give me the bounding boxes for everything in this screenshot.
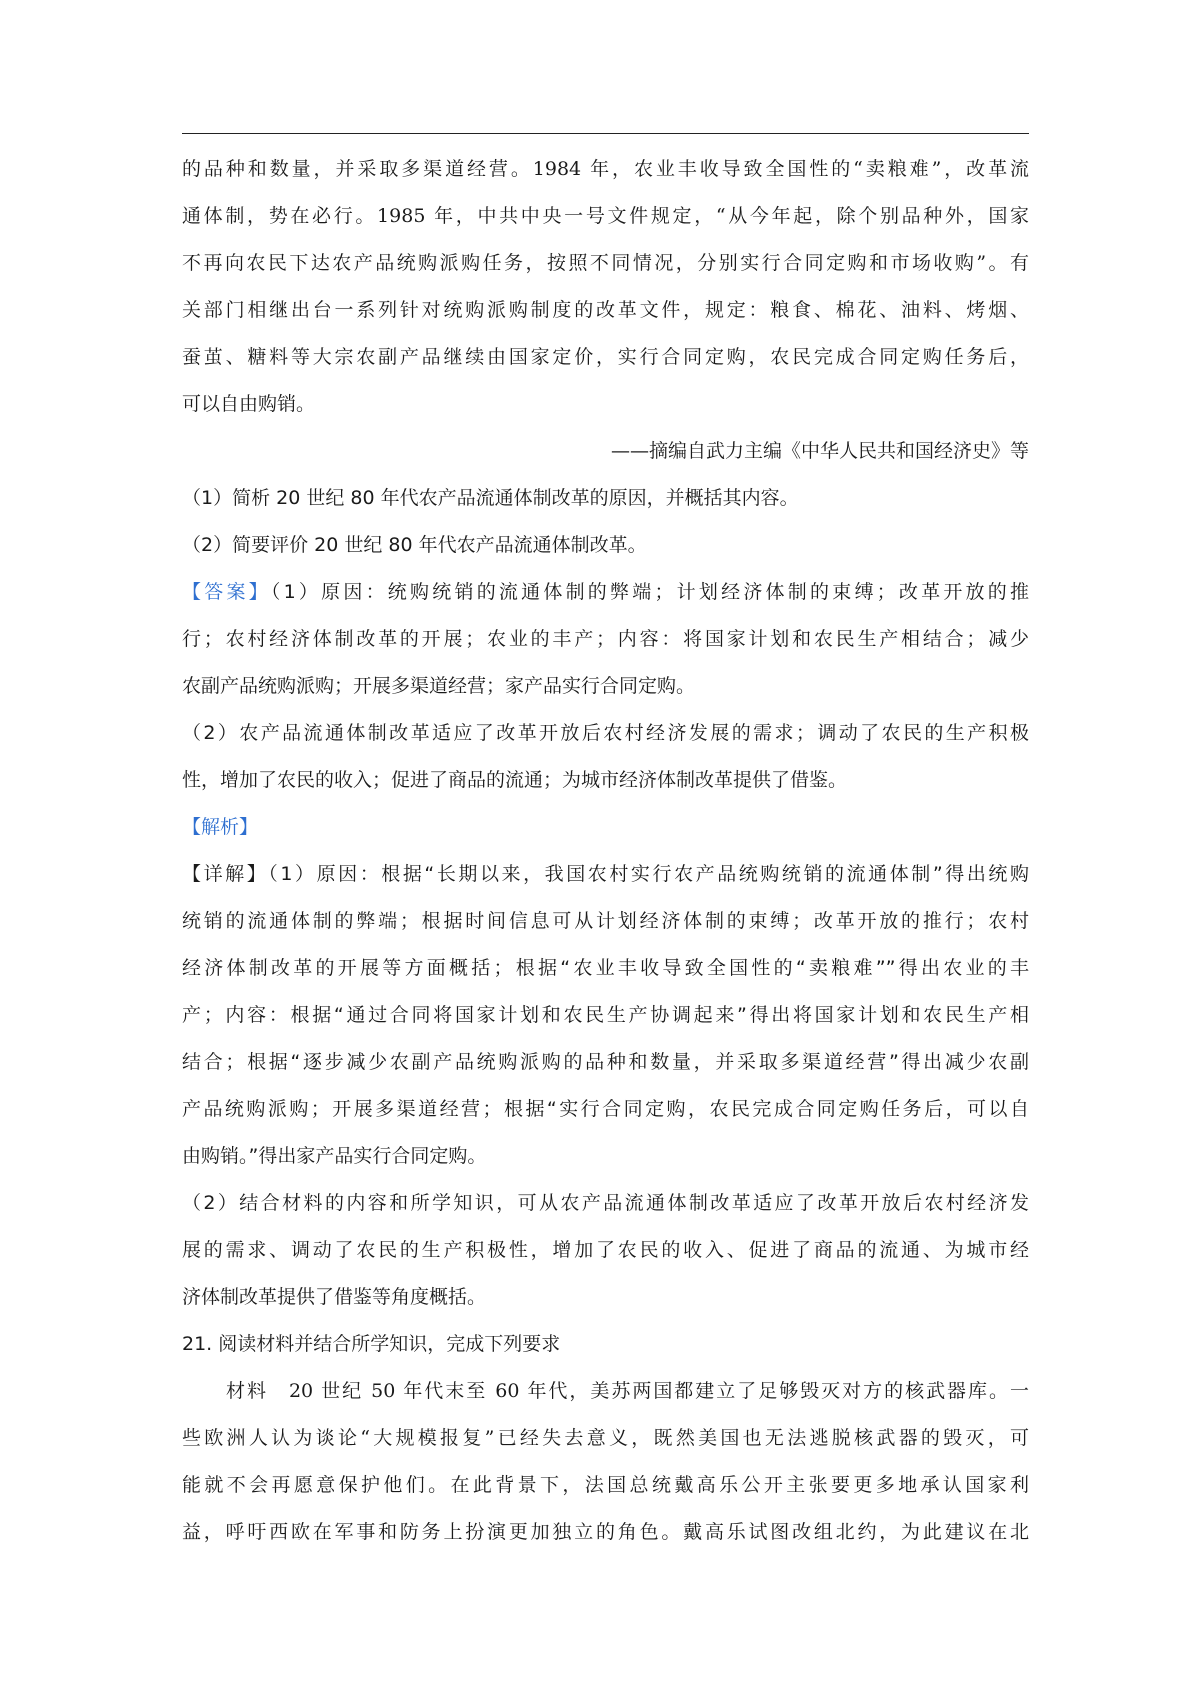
question-2: （2）简要评价 20 世纪 80 年代农产品流通体制改革。 [182, 534, 647, 556]
detail-line: 统销的流通体制的弊端；根据时间信息可从计划经济体制的束缚；改革开放的推行；农村 [182, 910, 1029, 932]
detail-text: （1）原因：根据“长期以来，我国农村实行农产品统购统销的流通体制”得出统购 [268, 863, 1029, 885]
detail-tag: 【详解】 [182, 863, 269, 885]
detail-line: 经济体制改革的开展等方面概括；根据“农业丰收导致全国性的“卖粮难””得出农业的丰 [182, 957, 1029, 979]
question-21-heading: 21. 阅读材料并结合所学知识，完成下列要求 [182, 1333, 561, 1355]
question-1: （1）简析 20 世纪 80 年代农产品流通体制改革的原因，并概括其内容。 [182, 487, 799, 509]
material-line: 通体制，势在必行。1985 年，中共中央一号文件规定，“从今年起，除个别品种外，国家 [182, 205, 1029, 227]
detail-line: 产；内容：根据“通过合同将国家计划和农民生产协调起来”得出将国家计划和农民生产相 [182, 1004, 1029, 1026]
page-content [182, 146, 1029, 1556]
answer-line [182, 569, 1029, 616]
analysis-tag: 【解析】 [182, 816, 259, 838]
answer-tag: 【答案】 [182, 581, 271, 603]
answer-line: 性，增加了农民的收入；促进了商品的流通；为城市经济体制改革提供了借鉴。 [182, 769, 848, 791]
material-line: 关部门相继出台一系列针对统购派购制度的改革文件，规定：粮食、棉花、油料、烤烟、 [182, 299, 1029, 321]
detail-line: （2）结合材料的内容和所学知识，可从农产品流通体制改革适应了改革开放后农村经济发 [182, 1192, 1029, 1214]
detail-line [182, 851, 1029, 898]
detail-line: 由购销。”得出家产品实行合同定购。 [182, 1145, 487, 1167]
material-line: 蚕茧、糖料等大宗农副产品继续由国家定价，实行合同定购，农民完成合同定购任务后， [182, 346, 1029, 368]
question-21-material-line: 些欧洲人认为谈论“大规模报复”已经失去意义，既然美国也无法逃脱核武器的毁灭，可 [182, 1427, 1029, 1449]
answer-line: 行；农村经济体制改革的开展；农业的丰产；内容：将国家计划和农民生产相结合；减少 [182, 628, 1029, 650]
detail-line: 展的需求、调动了农民的生产积极性，增加了农民的收入、促进了商品的流通、为城市经 [182, 1239, 1029, 1261]
analysis-line [182, 804, 1029, 851]
material-line: 不再向农民下达农产品统购派购任务，按照不同情况，分别实行合同定购和市场收购”。有 [182, 252, 1029, 274]
material-line: 可以自由购销。 [182, 393, 316, 415]
material-source: ——摘编自武力主编《中华人民共和国经济史》等 [610, 440, 1029, 462]
question-21-material-line: 材料 20 世纪 50 年代末至 60 年代，美苏两国都建立了足够毁灭对方的核武器库。一 [226, 1380, 1029, 1402]
question-21-material-line: 益，呼吁西欧在军事和防务上扮演更加独立的角色。戴高乐试图改组北约，为此建议在北 [182, 1521, 1029, 1543]
detail-line: 济体制改革提供了借鉴等角度概括。 [182, 1286, 487, 1308]
question-21-material-line: 能就不会再愿意保护他们。在此背景下，法国总统戴高乐公开主张要更多地承认国家利 [182, 1474, 1029, 1496]
answer-line: 农副产品统购派购；开展多渠道经营；家产品实行合同定购。 [182, 675, 696, 697]
answer-line: （2）农产品流通体制改革适应了改革开放后农村经济发展的需求；调动了农民的生产积极 [182, 722, 1029, 744]
detail-line: 结合；根据“逐步减少农副产品统购派购的品种和数量，并采取多渠道经营”得出减少农副 [182, 1051, 1029, 1073]
answer-text: （1）原因：统购统销的流通体制的弊端；计划经济体制的束缚；改革开放的推 [270, 581, 1029, 603]
header-rule [182, 133, 1029, 134]
material-line: 的品种和数量，并采取多渠道经营。1984 年，农业丰收导致全国性的“卖粮难”，改革流 [182, 158, 1029, 180]
detail-line: 产品统购派购；开展多渠道经营；根据“实行合同定购，农民完成合同定购任务后，可以自 [182, 1098, 1029, 1120]
